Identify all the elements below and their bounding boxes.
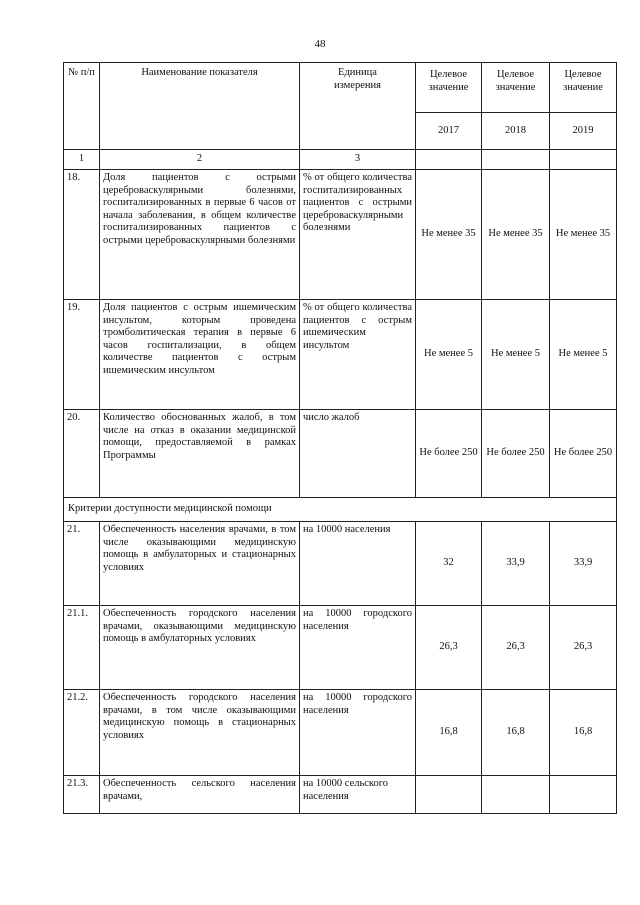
- column-numbers-row: [64, 150, 617, 170]
- table-row: [64, 170, 617, 300]
- row-unit: на 10000 населения: [300, 522, 416, 606]
- row-name: Количество обоснованных жалоб, в том числе на отказ в оказании медицинской помощи, предоставляемой в рамках Программы: [100, 410, 300, 498]
- col-number-3: 3: [300, 150, 416, 170]
- header-num: № п/п: [64, 63, 100, 150]
- row-value-2018: 16,8: [482, 690, 550, 776]
- row-name: Обеспеченность городского населения врачами, в том числе оказывающими медицинскую помощь в стационарных условиях: [100, 690, 300, 776]
- row-name: Доля пациентов с острыми цереброваскулярными болезнями, госпитализированных в первые 6 часов от начала заболевания, в общем количестве госпитализированных пациентов с острыми цереброваскулярными болезнями: [100, 170, 300, 300]
- row-num: 21.2.: [64, 690, 100, 776]
- header-target-2017: Целевое значение: [416, 63, 482, 113]
- row-value-2019: Не более 250: [550, 410, 617, 498]
- row-unit: % от общего количества госпитализированных пациентов с острыми цереброваскулярными болезнями: [300, 170, 416, 300]
- table-row: [64, 300, 617, 410]
- row-unit: % от общего количества пациентов с острым ишемическим инсультом: [300, 300, 416, 410]
- header-unit: Единица измерения: [300, 63, 416, 150]
- row-unit: число жалоб: [300, 410, 416, 498]
- row-value-2018: 33,9: [482, 522, 550, 606]
- row-num: 20.: [64, 410, 100, 498]
- row-value-2019: [550, 776, 617, 814]
- col-number-5: [482, 150, 550, 170]
- row-num: 19.: [64, 300, 100, 410]
- page-number: 48: [314, 38, 326, 50]
- row-unit: на 10000 сельского населения: [300, 776, 416, 814]
- row-value-2017: Не более 250: [416, 410, 482, 498]
- row-value-2018: Не более 250: [482, 410, 550, 498]
- header-name: Наименование показателя: [100, 63, 300, 150]
- row-value-2017: 32: [416, 522, 482, 606]
- header-target-2018: Целевое значение: [482, 63, 550, 113]
- indicators-table: [63, 62, 617, 814]
- row-name: Обеспеченность населения врачами, в том числе оказывающими медицинскую помощь в амбулаторных и стационарных условиях: [100, 522, 300, 606]
- year-2018: 2018: [482, 113, 550, 150]
- row-value-2017: Не менее 5: [416, 300, 482, 410]
- table-row: [64, 522, 617, 606]
- section-row: [64, 498, 617, 522]
- row-value-2018: Не менее 35: [482, 170, 550, 300]
- header-target-2019: Целевое значение: [550, 63, 617, 113]
- row-value-2019: Не менее 5: [550, 300, 617, 410]
- row-num: 21.: [64, 522, 100, 606]
- row-value-2019: 33,9: [550, 522, 617, 606]
- row-unit: на 10000 городского населения: [300, 606, 416, 690]
- row-name: Обеспеченность городского населения врачами, оказывающими медицинскую помощь в амбулаторных условиях: [100, 606, 300, 690]
- row-num: 18.: [64, 170, 100, 300]
- col-number-2: 2: [100, 150, 300, 170]
- row-value-2019: Не менее 35: [550, 170, 617, 300]
- row-value-2018: 26,3: [482, 606, 550, 690]
- row-name: Доля пациентов с острым ишемическим инсультом, которым проведена тромболитическая терапия в первые 6 часов госпитализации, в общем количестве пациентов с острым ишемическим инсультом: [100, 300, 300, 410]
- row-value-2018: [482, 776, 550, 814]
- row-value-2017: [416, 776, 482, 814]
- year-2017: 2017: [416, 113, 482, 150]
- header-row: [64, 63, 617, 113]
- row-name: Обеспеченность сельского населения врачами,: [100, 776, 300, 814]
- row-value-2019: 16,8: [550, 690, 617, 776]
- year-2019: 2019: [550, 113, 617, 150]
- row-num: 21.3.: [64, 776, 100, 814]
- row-value-2018: Не менее 5: [482, 300, 550, 410]
- col-number-4: [416, 150, 482, 170]
- row-value-2017: 26,3: [416, 606, 482, 690]
- col-number-1: 1: [64, 150, 100, 170]
- row-value-2019: 26,3: [550, 606, 617, 690]
- row-unit: на 10000 городского населения: [300, 690, 416, 776]
- table-row: [64, 606, 617, 690]
- row-value-2017: Не менее 35: [416, 170, 482, 300]
- table-row: [64, 776, 617, 814]
- table-row: [64, 690, 617, 776]
- row-value-2017: 16,8: [416, 690, 482, 776]
- section-title: Критерии доступности медицинской помощи: [64, 498, 617, 522]
- row-num: 21.1.: [64, 606, 100, 690]
- table-row: [64, 410, 617, 498]
- col-number-6: [550, 150, 617, 170]
